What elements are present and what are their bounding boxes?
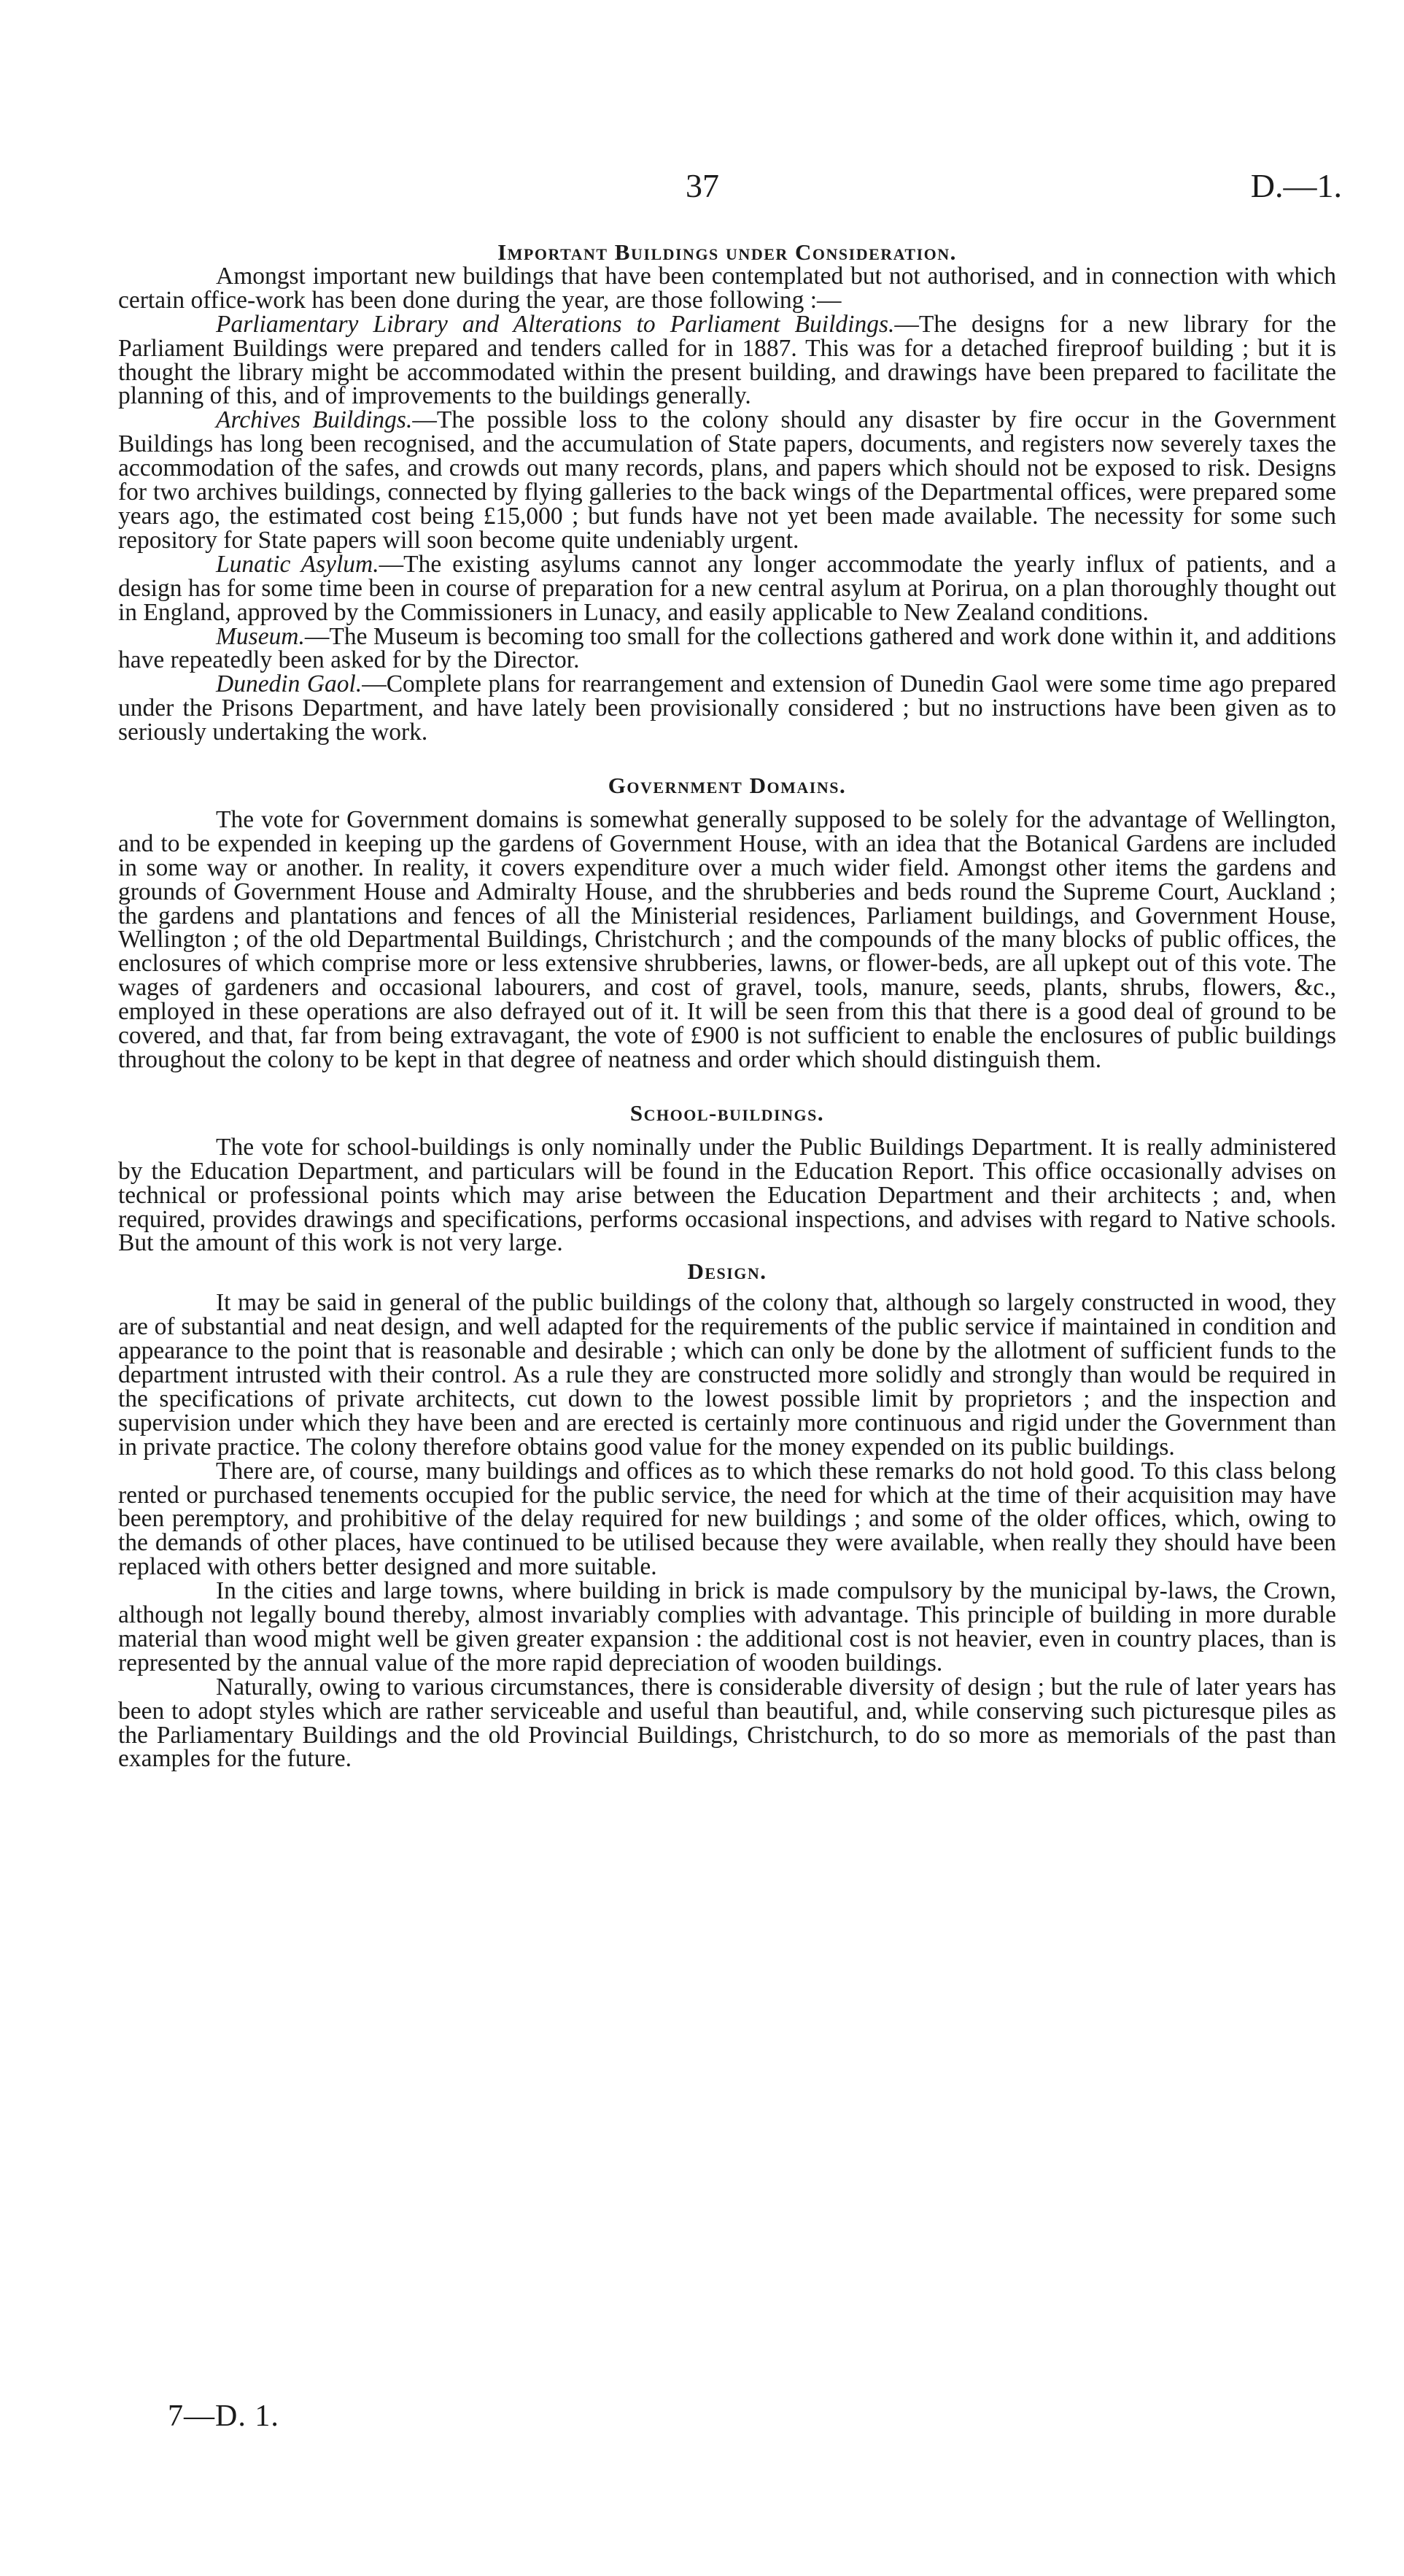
paragraph-text: —The possible loss to the colony should any disaster by fire occur in the Government Buildings has long been recognised, and the accumulation of State papers, documents, and registers now severely taxes the accommodation of the safes, and crowds out many records, plans, and papers which should not be exposed to risk. Designs for two archives buildings, connected by flying galleries to the back wings of the Departmental offices, were prepared some years ago, the estimated cost being £15,000 ; but funds have not yet been made available. The necessity for some such repository for State papers will soon become quite undeniably urgent. [118, 406, 1336, 554]
page-content [118, 241, 1336, 1771]
paragraph-text: In the cities and large towns, where building in brick is made compulsory by the municipal by-laws, the Crown, although not legally bound thereby, almost invariably complies with advantage. This principle of building in more durable material than wood might well be given greater expansion : the additional cost is not heavier, even in country places, than is represented by the annual value of the more rapid depreciation of wooden buildings. [118, 1577, 1336, 1676]
paragraph-lead: Lunatic Asylum. [216, 550, 379, 578]
paragraph-text: —The designs for a new library for the Parliament Buildings were prepared and tenders called for in 1887. This was for a detached fireproof building ; but it is thought the library might be accommodated within the present building, and drawings have been prepared to facilitate the planning of this, and of improvements to the buildings generally. [118, 310, 1337, 410]
section-heading: Government Domains. [608, 773, 847, 799]
paragraph [118, 670, 1336, 746]
paragraph-lead: Dunedin Gaol. [216, 670, 362, 698]
paragraph [118, 1579, 1336, 1676]
section-important-buildings [118, 241, 1336, 745]
page-header [0, 166, 1404, 225]
paragraph [118, 262, 1336, 314]
paragraph-text: Naturally, owing to various circumstances, there is considerable diversity of design ; but the rule of later years has been to adopt styles which are rather serviceable and useful than beautiful, and, while conserving such picturesque piles as the Parliamentary Buildings and the old Provincial Buildings, Christchurch, to do so more as memorials of the past than examples for the future. [118, 1673, 1336, 1773]
paragraph [118, 1457, 1336, 1581]
section-design [118, 1260, 1336, 1771]
paragraph [118, 805, 1336, 1073]
paragraph [118, 1673, 1336, 1773]
paragraph-text: The vote for Government domains is somewhat generally supposed to be solely for the advantage of Wellington, and to be expended in keeping up the gardens of Government House, with an idea that the Botanical Gardens are included in some way or another. In reality, it covers expenditure over a much wider field. Amongst other items the gardens and grounds of Government House and Admiralty House, and the shrubberies and beds round the Supreme Court, Auckland ; the gardens and plantations and fences of all the Ministerial residences, Parliament buildings, and Government House, Wellington ; of the old Departmental Buildings, Christchurch ; and the compounds of the many blocks of public offices, the enclosures of which comprise more or less extensive shrubberies, lawns, or flower-beds, are all upkept out of this vote. The wages of gardeners and occasional labourers, and cost of gravel, tools, manure, seeds, plants, shrubs, flowers, &c., employed in these operations are also defrayed out of it. It will be seen from this that there is a good deal of ground to be covered, and that, far from being extravagant, the vote of £900 is not sufficient to enable the enclosures of public buildings throughout the colony to be kept in that degree of neatness and order which should distinguish them. [118, 805, 1336, 1073]
section-heading: School-buildings. [629, 1099, 825, 1126]
paragraph [118, 550, 1336, 626]
paragraph-text: —Complete plans for rearrangement and extension of Dunedin Gaol were some time ago prepared under the Prisons Department, and have lately been provisionally considered ; but no instructions have been given as to seriously undertaking the work. [118, 670, 1336, 746]
paragraph-text: The vote for school-buildings is only nominally under the Public Buildings Department. It is really administered by the Education Department, and particulars will be found in the Education Report. This office occasionally advises on technical or professional points which may arise between the Education Department and their architects ; and, when required, provides drawings and specifications, performs occasional inspections, and advises with regard to Native schools. But the amount of this work is not very large. [118, 1133, 1336, 1257]
paragraph-text: Amongst important new buildings that have been contemplated but not authorised, and in connection with which certain office-work has been done during the year, are those following :— [118, 262, 1336, 314]
paragraph-lead: Museum. [216, 622, 305, 650]
document-reference: D.—1. [1250, 167, 1342, 204]
paragraph-lead: Parliamentary Library and Alterations to Parliament Buildings. [216, 310, 895, 338]
paragraph-text: There are, of course, many buildings and offices as to which these remarks do not hold good. To this class belong rented or purchased tenements occupied for the public service, the need for which at the time of their acquisition may have been peremptory, and prohibitive of the delay required for new buildings ; and some of the older offices, which, owing to the demands of other places, have continued to be utilised because they were available, when really they should have been replaced with others better designed and more suitable. [118, 1457, 1336, 1581]
paragraph-text: It may be said in general of the public buildings of the colony that, although so largely constructed in wood, they are of substantial and neat design, and well adapted for the requirements of the public service if maintained in condition and appearance to the point that is reasonable and desirable ; which can only be done by the allotment of sufficient funds to the department intrusted with their control. As a rule they are constructed more solidly and strongly than would be required in the specifications of private architects, cut down to the lowest possible limit by proprietors ; and the inspection and supervision under which they have been and are erected is certainly more continuous and rigid under the Government than in private practice. The colony therefore obtains good value for the money expended on its public buildings. [118, 1289, 1336, 1461]
paragraph [118, 310, 1337, 410]
page-number: 37 [686, 167, 719, 204]
signature-mark: 7—D. 1. [168, 2399, 279, 2433]
section-school-buildings [118, 1099, 1336, 1257]
paragraph-text: —The Museum is becoming too small for the collections gathered and work done within it, and additions have repeatedly been asked for by the Director. [118, 622, 1336, 674]
paragraph [118, 406, 1336, 554]
section-heading: Important Buildings under Consideration. [497, 239, 957, 265]
paragraph [118, 622, 1336, 674]
section-heading: Design. [687, 1258, 767, 1285]
paragraph-lead: Archives Buildings. [216, 406, 413, 434]
paragraph-text: —The existing asylums cannot any longer accommodate the yearly influx of patients, and a design has for some time been in course of preparation for a new central asylum at Porirua, on a plan thoroughly thought out in England, approved by the Commissioners in Lunacy, and easily applicable to New Zealand conditions. [118, 550, 1336, 626]
section-government-domains [118, 774, 1336, 1072]
paragraph [118, 1133, 1336, 1257]
paragraph [118, 1291, 1336, 1459]
